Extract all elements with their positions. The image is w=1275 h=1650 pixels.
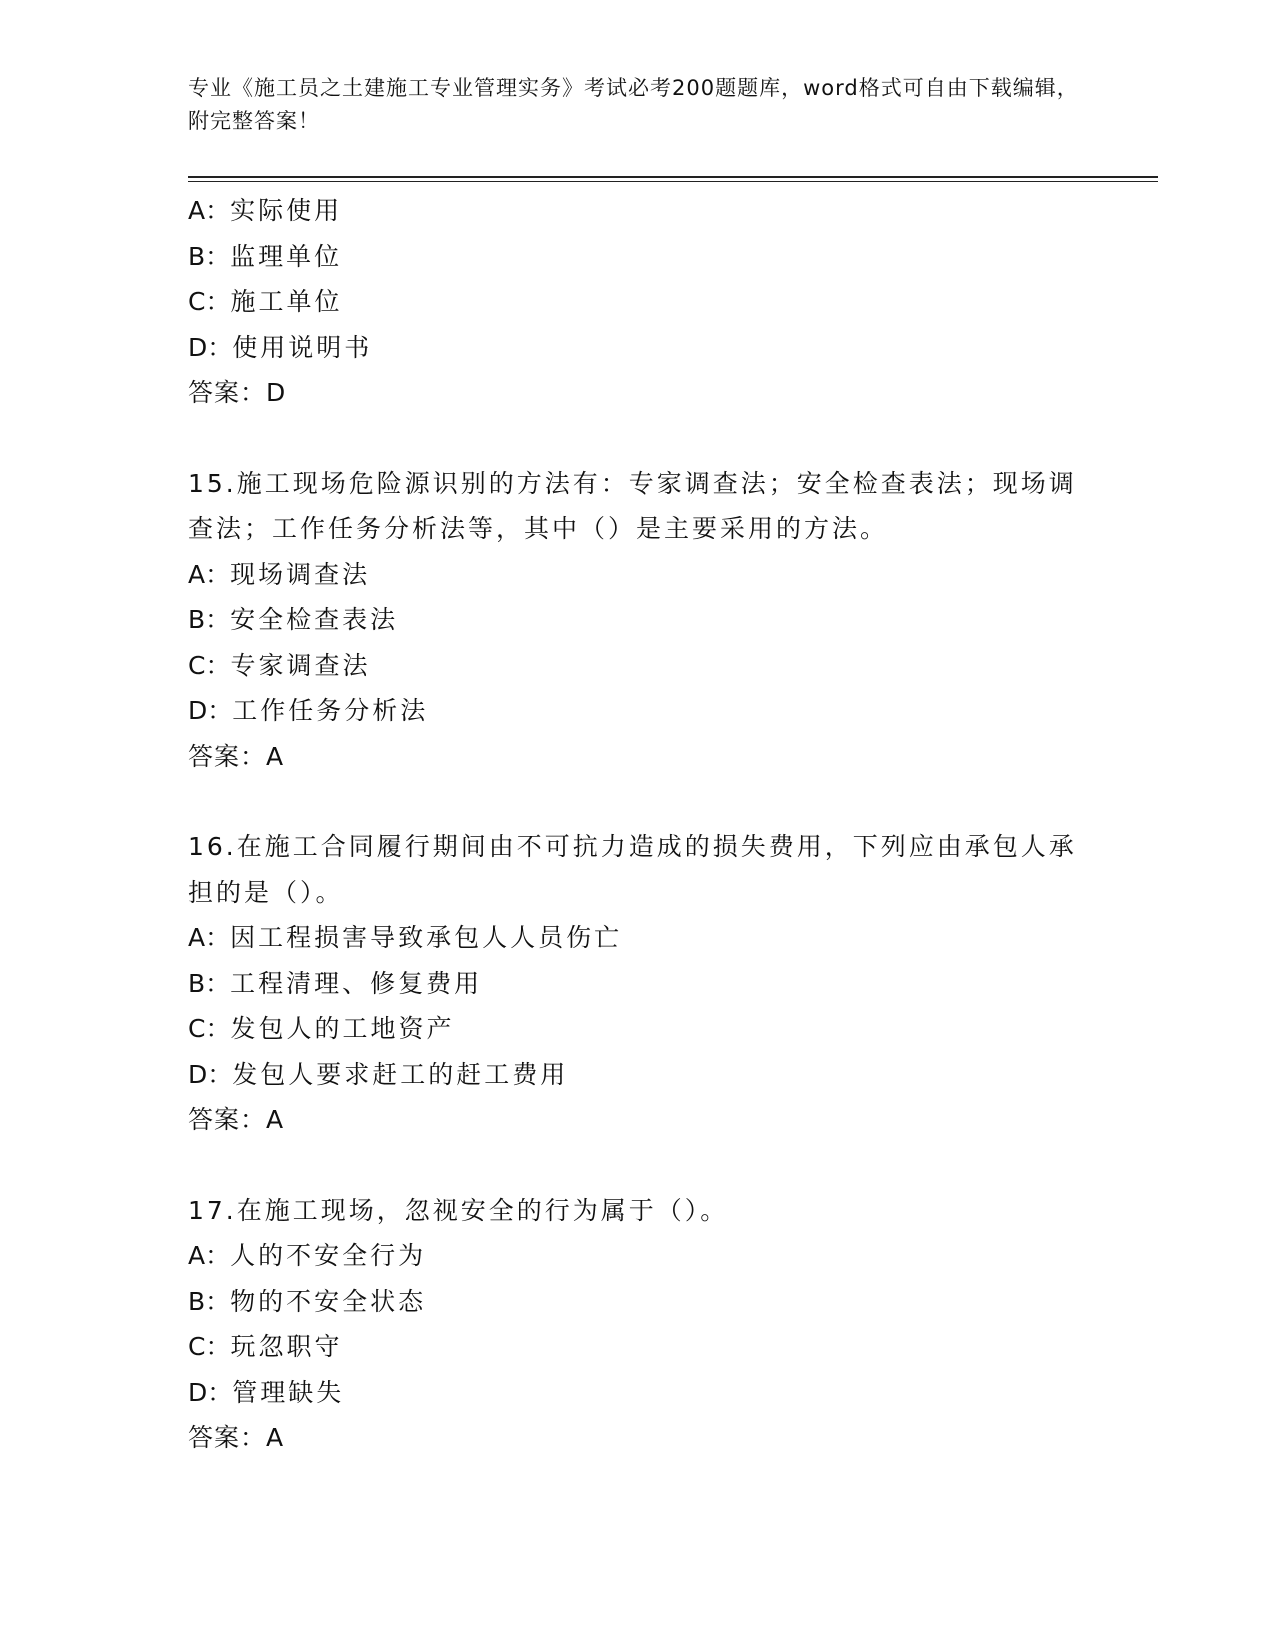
option-label: C：: [188, 650, 231, 680]
option-c: [188, 1006, 1088, 1052]
option-label: B：: [188, 968, 231, 998]
option-label: B：: [188, 1286, 231, 1316]
question-17: [188, 1188, 1088, 1461]
option-label: A：: [188, 196, 231, 225]
answer-line: 答案：A: [188, 741, 285, 771]
option-c: [188, 643, 1088, 689]
question-15: [188, 461, 1088, 780]
option-label: D：: [188, 1059, 233, 1089]
header-divider-thin: [188, 181, 1158, 182]
option-label: A：: [188, 923, 231, 952]
option-text: 人的不安全行为: [230, 1241, 427, 1270]
option-label: D：: [188, 696, 233, 725]
option-a: [188, 915, 1088, 961]
option-label: A：: [188, 1241, 231, 1270]
option-text: 因工程损害导致承包人人员伤亡: [230, 923, 623, 952]
question-list: [188, 188, 1088, 1461]
option-text: 监理单位: [230, 241, 343, 271]
option-label: C：: [188, 287, 231, 316]
option-label: C：: [188, 1332, 231, 1361]
option-d: [188, 325, 1088, 371]
option-text: 使用说明书: [232, 332, 373, 362]
option-text: 实际使用: [230, 196, 343, 225]
option-label: B：: [188, 605, 231, 634]
document-header: 专业《施工员之土建施工专业管理实务》考试必考200题题库，word格式可自由下载编辑，附完整答案！: [188, 76, 1079, 133]
option-b: [188, 597, 1088, 643]
option-text: 工作任务分析法: [232, 696, 429, 725]
question-stem: 16.在施工合同履行期间由不可抗力造成的损失费用，下列应由承包人承担的是（）。: [188, 832, 1077, 907]
option-text: 专家调查法: [230, 650, 371, 680]
question-stem: 15.施工现场危险源识别的方法有：专家调查法；安全检查表法；现场调查法；工作任务分析法等，其中（）是主要采用的方法。: [188, 468, 1077, 543]
answer-line: 答案：A: [188, 1423, 285, 1452]
option-label: D：: [188, 1377, 233, 1407]
option-text: 发包人的工地资产: [230, 1014, 455, 1043]
option-a: [188, 552, 1088, 598]
option-d: [188, 1370, 1088, 1416]
option-text: 工程清理、修复费用: [230, 968, 483, 998]
question-14-continuation: [188, 188, 1088, 416]
answer-line: 答案：D: [188, 378, 287, 407]
option-text: 现场调查法: [230, 559, 371, 589]
option-text: 发包人要求赶工的赶工费用: [232, 1059, 569, 1089]
option-c: [188, 279, 1088, 325]
option-label: B：: [188, 241, 231, 271]
option-label: C：: [188, 1014, 231, 1043]
option-b: [188, 961, 1088, 1007]
option-text: 玩忽职守: [230, 1332, 343, 1361]
option-a: [188, 1233, 1088, 1279]
answer-line: 答案：A: [188, 1105, 285, 1134]
option-b: [188, 234, 1088, 280]
option-text: 物的不安全状态: [230, 1286, 427, 1316]
option-text: 管理缺失: [232, 1377, 345, 1407]
option-a: [188, 188, 1088, 234]
option-label: D：: [188, 332, 233, 362]
option-label: A：: [188, 559, 231, 589]
option-text: 安全检查表法: [230, 605, 399, 634]
option-d: [188, 688, 1088, 734]
option-text: 施工单位: [230, 287, 343, 316]
question-stem: 17.在施工现场，忽视安全的行为属于（）。: [188, 1195, 729, 1225]
option-b: [188, 1279, 1088, 1325]
header-divider-thick: [188, 176, 1158, 178]
question-16: [188, 824, 1088, 1143]
option-d: [188, 1052, 1088, 1098]
option-c: [188, 1324, 1088, 1370]
